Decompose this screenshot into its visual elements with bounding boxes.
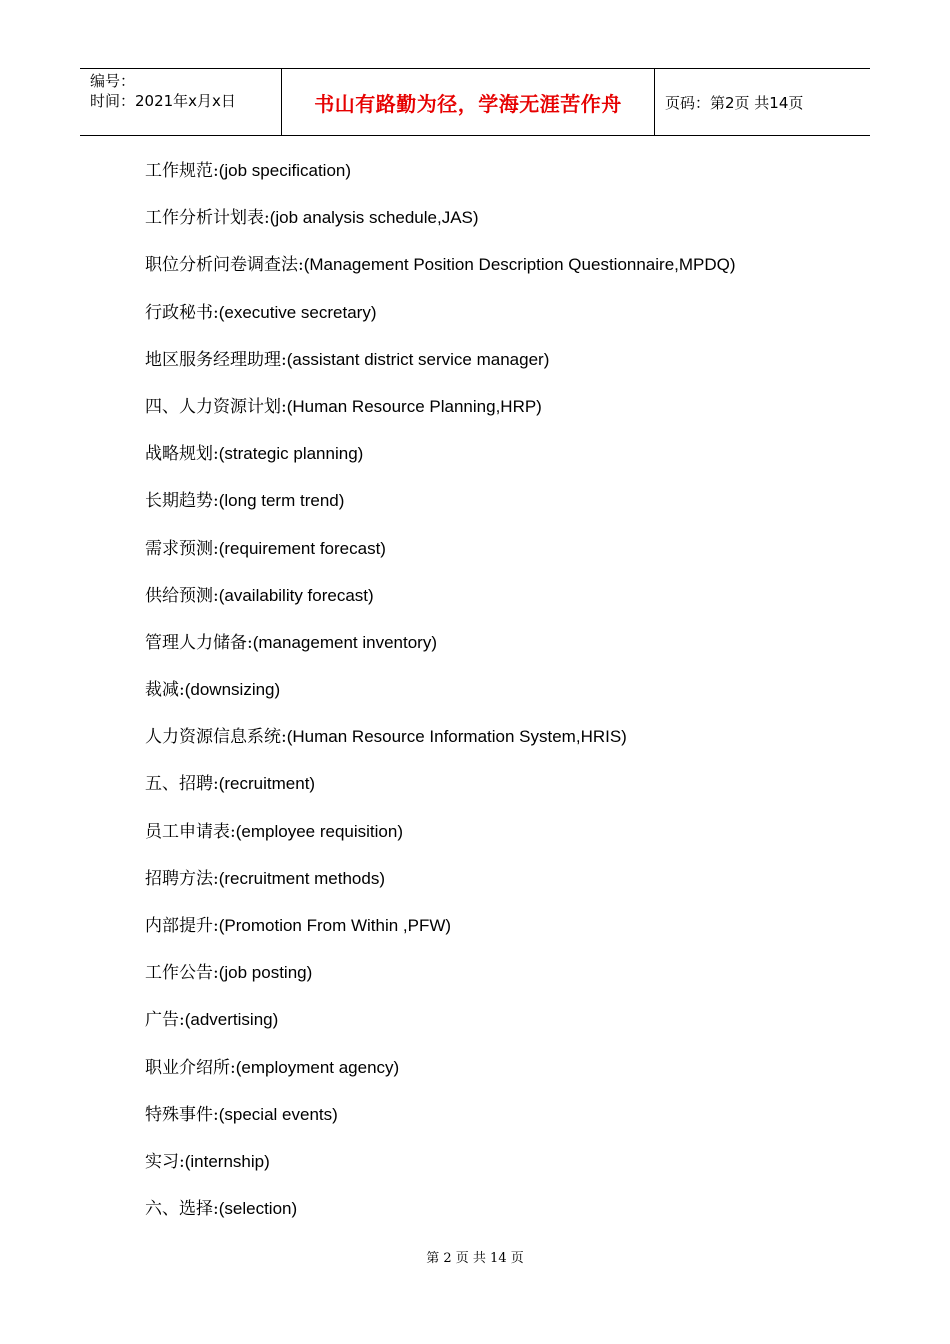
term-chinese: 人力资源信息系统: bbox=[145, 727, 287, 748]
page-info: 页码：第2页 共14页 bbox=[665, 93, 804, 112]
term-chinese: 裁减: bbox=[145, 680, 185, 701]
term-english: (Management Position Description Questionnaire,MPDQ) bbox=[303, 255, 736, 275]
glossary-entry bbox=[145, 819, 736, 866]
term-chinese: 行政秘书: bbox=[145, 302, 219, 323]
term-english: (Promotion From Within ,PFW) bbox=[218, 916, 452, 935]
term-english: (special events) bbox=[218, 1104, 338, 1124]
term-english: (advertising) bbox=[184, 1010, 279, 1030]
term-english: (employee requisition) bbox=[235, 821, 403, 841]
term-chinese: 内部提升: bbox=[145, 916, 219, 936]
term-chinese: 四、人力资源计划: bbox=[145, 396, 287, 417]
term-english: (selection) bbox=[218, 1199, 298, 1219]
glossary-list bbox=[145, 158, 736, 1243]
glossary-entry bbox=[145, 205, 736, 252]
glossary-entry bbox=[145, 536, 736, 583]
glossary-entry bbox=[145, 1055, 736, 1102]
glossary-entry bbox=[145, 300, 736, 347]
term-english: (recruitment methods) bbox=[218, 868, 386, 888]
term-chinese: 工作分析计划表: bbox=[145, 208, 270, 229]
term-chinese: 管理人力储备: bbox=[145, 632, 253, 653]
term-english: (long term trend) bbox=[218, 491, 345, 511]
term-chinese: 特殊事件: bbox=[145, 1104, 219, 1125]
term-english: (strategic planning) bbox=[218, 444, 364, 464]
term-english: (assistant district service manager) bbox=[286, 349, 550, 369]
term-english: (recruitment) bbox=[218, 774, 316, 794]
glossary-entry bbox=[145, 913, 736, 960]
term-english: (job posting) bbox=[218, 963, 313, 983]
header-motto-cell bbox=[282, 69, 655, 135]
glossary-entry bbox=[145, 252, 736, 299]
glossary-entry bbox=[145, 771, 736, 818]
term-english: (Human Resource Information System,HRIS) bbox=[286, 727, 627, 747]
term-english: (requirement forecast) bbox=[218, 538, 386, 558]
glossary-entry bbox=[145, 677, 736, 724]
term-chinese: 员工申请表: bbox=[145, 821, 236, 842]
term-chinese: 需求预测: bbox=[145, 538, 219, 559]
term-chinese: 实习: bbox=[145, 1151, 185, 1172]
serial-label: 编号： bbox=[90, 72, 136, 90]
term-chinese: 职位分析问卷调查法: bbox=[145, 255, 304, 276]
glossary-entry bbox=[145, 488, 736, 535]
term-english: (employment agency) bbox=[235, 1057, 400, 1077]
glossary-entry bbox=[145, 960, 736, 1007]
time-label: 时间：2021年x月x日 bbox=[90, 92, 236, 110]
glossary-entry bbox=[145, 583, 736, 630]
glossary-entry bbox=[145, 1149, 736, 1196]
term-chinese: 地区服务经理助理: bbox=[145, 349, 287, 370]
glossary-entry bbox=[145, 158, 736, 205]
glossary-entry bbox=[145, 394, 736, 441]
term-english: (Human Resource Planning,HRP) bbox=[286, 396, 542, 416]
header-meta bbox=[80, 69, 282, 135]
term-english: (job analysis schedule,JAS) bbox=[269, 208, 479, 228]
term-chinese: 工作规范: bbox=[145, 161, 219, 181]
glossary-entry bbox=[145, 347, 736, 394]
header-page-info-cell bbox=[655, 69, 870, 135]
glossary-entry bbox=[145, 1196, 736, 1243]
glossary-entry bbox=[145, 1007, 736, 1054]
page-footer: 第 2 页 共 14 页 bbox=[426, 1251, 524, 1266]
term-chinese: 五、招聘: bbox=[145, 774, 219, 795]
term-english: (internship) bbox=[184, 1151, 270, 1171]
motto: 书山有路勤为径，学海无涯苦作舟 bbox=[314, 91, 622, 116]
glossary-entry bbox=[145, 866, 736, 913]
glossary-entry bbox=[145, 1102, 736, 1149]
term-english: (availability forecast) bbox=[218, 585, 374, 605]
term-chinese: 广告: bbox=[145, 1010, 185, 1031]
term-english: (executive secretary) bbox=[218, 302, 377, 322]
glossary-entry bbox=[145, 724, 736, 771]
term-chinese: 长期趋势: bbox=[145, 491, 219, 512]
term-chinese: 职业介绍所: bbox=[145, 1057, 236, 1078]
term-chinese: 供给预测: bbox=[145, 585, 219, 606]
page-header bbox=[80, 68, 870, 136]
term-english: (management inventory) bbox=[252, 632, 437, 652]
term-chinese: 六、选择: bbox=[145, 1199, 219, 1220]
term-chinese: 战略规划: bbox=[145, 444, 219, 465]
glossary-entry bbox=[145, 630, 736, 677]
term-chinese: 工作公告: bbox=[145, 963, 219, 984]
term-english: (job specification) bbox=[218, 161, 352, 180]
term-english: (downsizing) bbox=[184, 680, 281, 700]
term-chinese: 招聘方法: bbox=[145, 868, 219, 889]
glossary-entry bbox=[145, 441, 736, 488]
